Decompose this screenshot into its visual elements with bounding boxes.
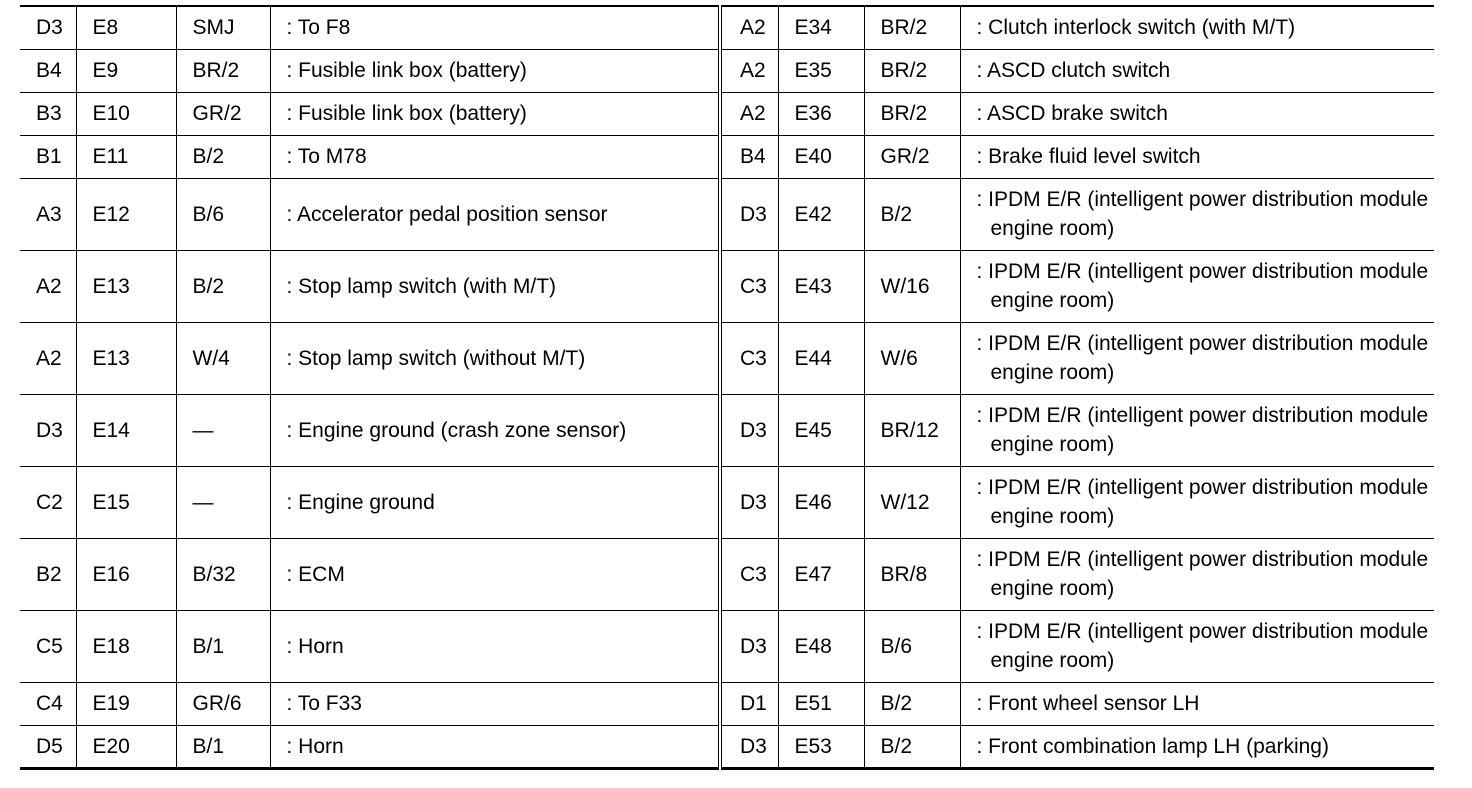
left-desc-text: : Accelerator pedal position sensor (286, 202, 608, 226)
left-code-cell: E12 (76, 178, 176, 250)
right-color-cell: B/2 (864, 725, 960, 768)
left-color-cell: — (176, 394, 270, 466)
right-desc-text: : Clutch interlock switch (with M/T) (976, 16, 1296, 40)
right-loc-cell: C3 (720, 322, 778, 394)
right-desc-cell (960, 538, 1434, 610)
right-code-cell: E34 (778, 6, 864, 49)
right-desc-cell (960, 135, 1434, 178)
right-code-cell: E53 (778, 725, 864, 768)
left-desc-cell (270, 49, 720, 92)
right-loc-cell: A2 (720, 92, 778, 135)
right-loc-cell: D3 (720, 725, 778, 768)
left-desc-text: : Engine ground (286, 490, 435, 514)
right-color-cell: BR/8 (864, 538, 960, 610)
left-code-cell: E10 (76, 92, 176, 135)
left-color-cell: GR/2 (176, 92, 270, 135)
right-desc-text: : IPDM E/R (intelligent power distribution module engine room) (976, 260, 1429, 312)
right-desc-text: : IPDM E/R (intelligent power distribution module engine room) (976, 620, 1429, 672)
left-loc-cell: D3 (20, 394, 76, 466)
right-desc-cell (960, 92, 1434, 135)
right-desc-text: : IPDM E/R (intelligent power distribution module engine room) (976, 332, 1429, 384)
right-color-cell: W/6 (864, 322, 960, 394)
left-loc-cell: C2 (20, 466, 76, 538)
right-loc-cell: D3 (720, 610, 778, 682)
left-color-cell: B/2 (176, 250, 270, 322)
right-color-cell: W/12 (864, 466, 960, 538)
left-code-cell: E9 (76, 49, 176, 92)
left-desc-cell (270, 466, 720, 538)
left-desc-cell (270, 610, 720, 682)
left-desc-cell (270, 538, 720, 610)
left-color-cell: GR/6 (176, 682, 270, 725)
table-row (20, 725, 1434, 768)
right-code-cell: E42 (778, 178, 864, 250)
left-loc-cell: D3 (20, 6, 76, 49)
right-desc-cell (960, 178, 1434, 250)
right-loc-cell: C3 (720, 538, 778, 610)
right-color-cell: B/2 (864, 178, 960, 250)
right-desc-cell (960, 250, 1434, 322)
right-code-cell: E48 (778, 610, 864, 682)
right-color-cell: BR/2 (864, 49, 960, 92)
left-loc-cell: B4 (20, 49, 76, 92)
left-desc-cell (270, 6, 720, 49)
right-desc-cell (960, 725, 1434, 768)
table-row (20, 466, 1434, 538)
table-row (20, 610, 1434, 682)
right-desc-cell (960, 610, 1434, 682)
right-desc-text: : IPDM E/R (intelligent power distribution module engine room) (976, 404, 1429, 456)
left-code-cell: E16 (76, 538, 176, 610)
right-code-cell: E40 (778, 135, 864, 178)
right-loc-cell: D3 (720, 394, 778, 466)
left-code-cell: E15 (76, 466, 176, 538)
right-desc-cell (960, 394, 1434, 466)
left-desc-text: : To M78 (286, 145, 367, 168)
right-color-cell: BR/2 (864, 92, 960, 135)
right-code-cell: E47 (778, 538, 864, 610)
right-desc-cell (960, 322, 1434, 394)
left-color-cell: SMJ (176, 6, 270, 49)
left-color-cell: B/2 (176, 135, 270, 178)
left-code-cell: E19 (76, 682, 176, 725)
right-desc-text: : ASCD clutch switch (976, 59, 1171, 82)
right-color-cell: B/2 (864, 682, 960, 725)
left-code-cell: E13 (76, 322, 176, 394)
table-row (20, 538, 1434, 610)
right-code-cell: E45 (778, 394, 864, 466)
table-row (20, 178, 1434, 250)
right-loc-cell: C3 (720, 250, 778, 322)
right-desc-cell (960, 466, 1434, 538)
right-code-cell: E35 (778, 49, 864, 92)
right-color-cell: W/16 (864, 250, 960, 322)
right-loc-cell: D1 (720, 682, 778, 725)
table-row (20, 92, 1434, 135)
right-desc-cell (960, 49, 1434, 92)
table-row (20, 49, 1434, 92)
left-desc-text: : To F8 (286, 16, 351, 40)
table-body (20, 6, 1434, 768)
table-row (20, 682, 1434, 725)
right-color-cell: GR/2 (864, 135, 960, 178)
left-code-cell: E13 (76, 250, 176, 322)
right-desc-text: : IPDM E/R (intelligent power distribution module engine room) (976, 476, 1429, 528)
left-color-cell: B/1 (176, 725, 270, 768)
right-code-cell: E36 (778, 92, 864, 135)
table-row (20, 250, 1434, 322)
right-desc-text: : IPDM E/R (intelligent power distribution module engine room) (976, 548, 1429, 600)
right-desc-text: : Brake fluid level switch (976, 145, 1201, 168)
right-loc-cell: D3 (720, 466, 778, 538)
left-desc-cell (270, 322, 720, 394)
table-row (20, 322, 1434, 394)
left-loc-cell: B1 (20, 135, 76, 178)
left-color-cell: W/4 (176, 322, 270, 394)
left-code-cell: E8 (76, 6, 176, 49)
left-desc-cell (270, 682, 720, 725)
table-row (20, 6, 1434, 49)
left-color-cell: B/1 (176, 610, 270, 682)
left-color-cell: — (176, 466, 270, 538)
left-desc-text: : Horn (286, 734, 344, 758)
left-loc-cell: D5 (20, 725, 76, 768)
left-loc-cell: A2 (20, 322, 76, 394)
right-loc-cell: D3 (720, 178, 778, 250)
left-desc-text: : Engine ground (crash zone sensor) (286, 418, 627, 442)
left-desc-text: : Fusible link box (battery) (286, 59, 527, 82)
left-color-cell: B/6 (176, 178, 270, 250)
right-desc-text: : ASCD brake switch (976, 102, 1168, 125)
left-color-cell: BR/2 (176, 49, 270, 92)
right-desc-text: : IPDM E/R (intelligent power distribution module engine room) (976, 188, 1429, 240)
left-code-cell: E14 (76, 394, 176, 466)
left-loc-cell: A3 (20, 178, 76, 250)
left-loc-cell: B3 (20, 92, 76, 135)
left-desc-cell (270, 725, 720, 768)
right-loc-cell: A2 (720, 49, 778, 92)
left-loc-cell: C4 (20, 682, 76, 725)
left-code-cell: E11 (76, 135, 176, 178)
left-desc-cell (270, 92, 720, 135)
left-desc-text: : ECM (286, 562, 345, 586)
left-desc-cell (270, 250, 720, 322)
left-loc-cell: A2 (20, 250, 76, 322)
left-desc-text: : Horn (286, 634, 344, 658)
table-row (20, 394, 1434, 466)
left-desc-text: : To F33 (286, 692, 362, 715)
right-color-cell: B/6 (864, 610, 960, 682)
right-loc-cell: A2 (720, 6, 778, 49)
left-code-cell: E20 (76, 725, 176, 768)
right-color-cell: BR/12 (864, 394, 960, 466)
left-desc-cell (270, 135, 720, 178)
left-desc-text: : Fusible link box (battery) (286, 102, 527, 125)
left-desc-text: : Stop lamp switch (with M/T) (286, 274, 557, 298)
right-desc-cell (960, 6, 1434, 49)
table-row (20, 135, 1434, 178)
left-color-cell: B/32 (176, 538, 270, 610)
left-desc-cell (270, 394, 720, 466)
right-code-cell: E43 (778, 250, 864, 322)
left-code-cell: E18 (76, 610, 176, 682)
left-desc-cell (270, 178, 720, 250)
left-loc-cell: C5 (20, 610, 76, 682)
right-code-cell: E44 (778, 322, 864, 394)
right-desc-text: : Front wheel sensor LH (976, 692, 1200, 715)
left-desc-text: : Stop lamp switch (without M/T) (286, 346, 586, 370)
right-color-cell: BR/2 (864, 6, 960, 49)
right-desc-cell (960, 682, 1434, 725)
left-loc-cell: B2 (20, 538, 76, 610)
right-loc-cell: B4 (720, 135, 778, 178)
right-code-cell: E46 (778, 466, 864, 538)
right-code-cell: E51 (778, 682, 864, 725)
connector-table (20, 5, 1434, 770)
right-desc-text: : Front combination lamp LH (parking) (976, 734, 1329, 758)
